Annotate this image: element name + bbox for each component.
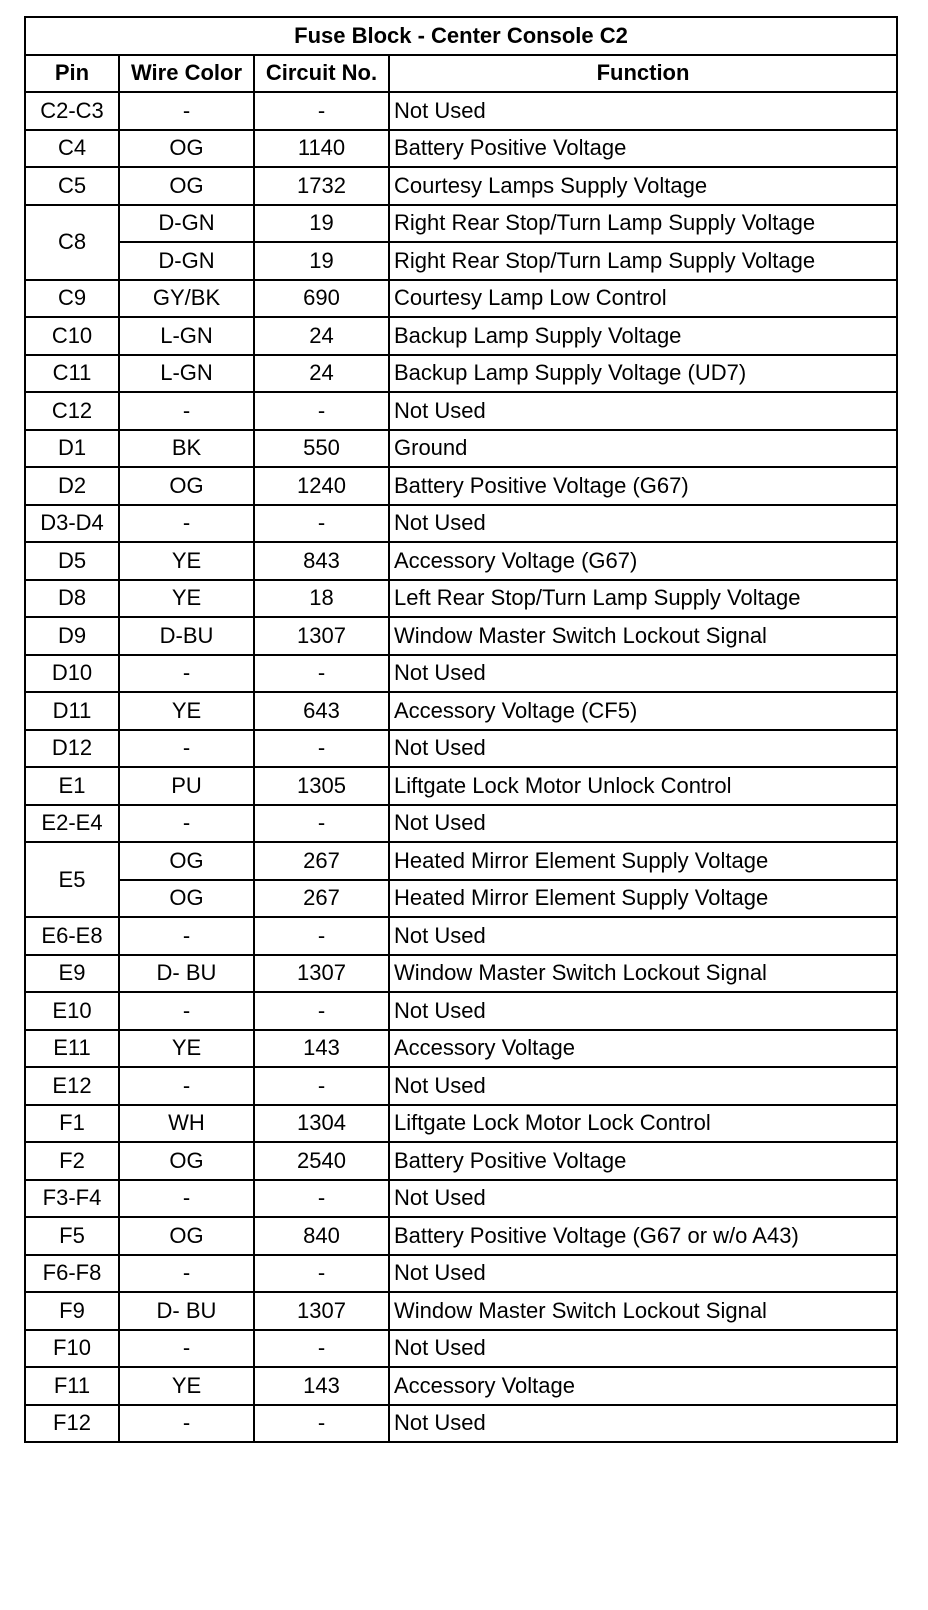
circuit-no-cell: - <box>254 805 389 843</box>
wire-color-cell: - <box>119 992 254 1030</box>
pin-cell: E10 <box>25 992 119 1030</box>
table-row <box>25 805 897 843</box>
table-row <box>25 580 897 618</box>
pin-cell: D2 <box>25 467 119 505</box>
pin-cell: D3-D4 <box>25 505 119 543</box>
circuit-no-cell: 267 <box>254 842 389 880</box>
circuit-no-cell: 840 <box>254 1217 389 1255</box>
table-row <box>25 430 897 468</box>
pin-cell: D1 <box>25 430 119 468</box>
function-cell: Heated Mirror Element Supply Voltage <box>389 880 897 918</box>
table-row <box>25 1405 897 1443</box>
circuit-no-cell: 690 <box>254 280 389 318</box>
table-row <box>25 1142 897 1180</box>
table-row <box>25 167 897 205</box>
wire-color-cell: OG <box>119 880 254 918</box>
table-row <box>25 1105 897 1143</box>
circuit-no-cell: 19 <box>254 242 389 280</box>
wire-color-cell: YE <box>119 1367 254 1405</box>
circuit-no-cell: - <box>254 392 389 430</box>
table-row <box>25 205 897 243</box>
wire-color-cell: PU <box>119 767 254 805</box>
wire-color-cell: WH <box>119 1105 254 1143</box>
wire-color-cell: L-GN <box>119 355 254 393</box>
pin-cell: E9 <box>25 955 119 993</box>
header-circuit-no: Circuit No. <box>254 55 389 93</box>
circuit-no-cell: 843 <box>254 542 389 580</box>
function-cell: Accessory Voltage (G67) <box>389 542 897 580</box>
header-pin: Pin <box>25 55 119 93</box>
wire-color-cell: - <box>119 392 254 430</box>
pin-cell: E12 <box>25 1067 119 1105</box>
table-row <box>25 730 897 768</box>
pin-cell: C11 <box>25 355 119 393</box>
circuit-no-cell: - <box>254 505 389 543</box>
wire-color-cell: BK <box>119 430 254 468</box>
circuit-no-cell: 24 <box>254 355 389 393</box>
function-cell: Liftgate Lock Motor Lock Control <box>389 1105 897 1143</box>
table-row <box>25 467 897 505</box>
table-row <box>25 1067 897 1105</box>
function-cell: Backup Lamp Supply Voltage (UD7) <box>389 355 897 393</box>
wire-color-cell: OG <box>119 130 254 168</box>
wire-color-cell: D-GN <box>119 242 254 280</box>
function-cell: Ground <box>389 430 897 468</box>
wire-color-cell: OG <box>119 467 254 505</box>
function-cell: Accessory Voltage (CF5) <box>389 692 897 730</box>
table-row <box>25 1030 897 1068</box>
circuit-no-cell: - <box>254 1255 389 1293</box>
table-row <box>25 280 897 318</box>
table-row <box>25 1330 897 1368</box>
circuit-no-cell: 1307 <box>254 1292 389 1330</box>
wire-color-cell: - <box>119 92 254 130</box>
circuit-no-cell: 1305 <box>254 767 389 805</box>
function-cell: Battery Positive Voltage <box>389 130 897 168</box>
table-row <box>25 1367 897 1405</box>
table-body <box>25 92 897 1442</box>
function-cell: Window Master Switch Lockout Signal <box>389 617 897 655</box>
circuit-no-cell: 1732 <box>254 167 389 205</box>
pin-cell: F2 <box>25 1142 119 1180</box>
circuit-no-cell: 19 <box>254 205 389 243</box>
table-row <box>25 1255 897 1293</box>
fuse-block-table <box>24 16 898 1443</box>
pin-cell: E1 <box>25 767 119 805</box>
wire-color-cell: D-GN <box>119 205 254 243</box>
table-row <box>25 1292 897 1330</box>
table-row <box>25 242 897 280</box>
circuit-no-cell: - <box>254 1067 389 1105</box>
wire-color-cell: - <box>119 805 254 843</box>
circuit-no-cell: 1304 <box>254 1105 389 1143</box>
table-row <box>25 355 897 393</box>
table-title: Fuse Block - Center Console C2 <box>25 17 897 55</box>
wire-color-cell: D- BU <box>119 1292 254 1330</box>
wire-color-cell: L-GN <box>119 317 254 355</box>
function-cell: Backup Lamp Supply Voltage <box>389 317 897 355</box>
table-row <box>25 542 897 580</box>
wire-color-cell: YE <box>119 1030 254 1068</box>
circuit-no-cell: - <box>254 917 389 955</box>
wire-color-cell: OG <box>119 1217 254 1255</box>
wire-color-cell: - <box>119 1067 254 1105</box>
function-cell: Accessory Voltage <box>389 1367 897 1405</box>
table-row <box>25 392 897 430</box>
circuit-no-cell: 1140 <box>254 130 389 168</box>
pin-cell: F1 <box>25 1105 119 1143</box>
wire-color-cell: OG <box>119 167 254 205</box>
pin-cell: F12 <box>25 1405 119 1443</box>
table-row <box>25 692 897 730</box>
function-cell: Left Rear Stop/Turn Lamp Supply Voltage <box>389 580 897 618</box>
circuit-no-cell: 143 <box>254 1367 389 1405</box>
wire-color-cell: - <box>119 1180 254 1218</box>
pin-cell: C10 <box>25 317 119 355</box>
table-row <box>25 917 897 955</box>
function-cell: Not Used <box>389 1330 897 1368</box>
circuit-no-cell: 1240 <box>254 467 389 505</box>
function-cell: Not Used <box>389 1067 897 1105</box>
circuit-no-cell: 1307 <box>254 617 389 655</box>
wire-color-cell: YE <box>119 580 254 618</box>
pin-cell: E11 <box>25 1030 119 1068</box>
pin-cell: E6-E8 <box>25 917 119 955</box>
table-title-row <box>25 17 897 55</box>
wire-color-cell: - <box>119 655 254 693</box>
wire-color-cell: - <box>119 1255 254 1293</box>
function-cell: Window Master Switch Lockout Signal <box>389 955 897 993</box>
pin-cell: D12 <box>25 730 119 768</box>
table-row <box>25 1217 897 1255</box>
wire-color-cell: - <box>119 917 254 955</box>
function-cell: Not Used <box>389 1405 897 1443</box>
function-cell: Right Rear Stop/Turn Lamp Supply Voltage <box>389 205 897 243</box>
pin-cell: E5 <box>25 842 119 917</box>
circuit-no-cell: - <box>254 992 389 1030</box>
wire-color-cell: OG <box>119 1142 254 1180</box>
pin-cell: F10 <box>25 1330 119 1368</box>
table-row <box>25 767 897 805</box>
function-cell: Not Used <box>389 917 897 955</box>
pin-cell: D8 <box>25 580 119 618</box>
function-cell: Not Used <box>389 1180 897 1218</box>
function-cell: Window Master Switch Lockout Signal <box>389 1292 897 1330</box>
pin-cell: F5 <box>25 1217 119 1255</box>
wire-color-cell: YE <box>119 692 254 730</box>
table-row <box>25 842 897 880</box>
table-row <box>25 617 897 655</box>
function-cell: Courtesy Lamps Supply Voltage <box>389 167 897 205</box>
pin-cell: D9 <box>25 617 119 655</box>
wire-color-cell: - <box>119 1405 254 1443</box>
table-row <box>25 992 897 1030</box>
function-cell: Not Used <box>389 1255 897 1293</box>
pin-cell: D10 <box>25 655 119 693</box>
pin-cell: C2-C3 <box>25 92 119 130</box>
pin-cell: F11 <box>25 1367 119 1405</box>
pin-cell: F9 <box>25 1292 119 1330</box>
pin-cell: F6-F8 <box>25 1255 119 1293</box>
table-header-row <box>25 55 897 93</box>
function-cell: Not Used <box>389 655 897 693</box>
function-cell: Liftgate Lock Motor Unlock Control <box>389 767 897 805</box>
function-cell: Courtesy Lamp Low Control <box>389 280 897 318</box>
circuit-no-cell: 143 <box>254 1030 389 1068</box>
pin-cell: F3-F4 <box>25 1180 119 1218</box>
circuit-no-cell: 550 <box>254 430 389 468</box>
wire-color-cell: D-BU <box>119 617 254 655</box>
circuit-no-cell: 24 <box>254 317 389 355</box>
circuit-no-cell: 2540 <box>254 1142 389 1180</box>
pin-cell: E2-E4 <box>25 805 119 843</box>
table-row <box>25 880 897 918</box>
wire-color-cell: - <box>119 1330 254 1368</box>
pin-cell: C9 <box>25 280 119 318</box>
function-cell: Not Used <box>389 805 897 843</box>
function-cell: Not Used <box>389 92 897 130</box>
header-wire-color: Wire Color <box>119 55 254 93</box>
function-cell: Not Used <box>389 730 897 768</box>
circuit-no-cell: 643 <box>254 692 389 730</box>
pin-cell: C8 <box>25 205 119 280</box>
table-row <box>25 955 897 993</box>
function-cell: Battery Positive Voltage <box>389 1142 897 1180</box>
circuit-no-cell: 1307 <box>254 955 389 993</box>
function-cell: Right Rear Stop/Turn Lamp Supply Voltage <box>389 242 897 280</box>
table-row <box>25 505 897 543</box>
pin-cell: C4 <box>25 130 119 168</box>
pin-cell: C5 <box>25 167 119 205</box>
wire-color-cell: YE <box>119 542 254 580</box>
circuit-no-cell: 267 <box>254 880 389 918</box>
wire-color-cell: - <box>119 730 254 768</box>
function-cell: Accessory Voltage <box>389 1030 897 1068</box>
wire-color-cell: OG <box>119 842 254 880</box>
wire-color-cell: GY/BK <box>119 280 254 318</box>
function-cell: Not Used <box>389 505 897 543</box>
table-row <box>25 1180 897 1218</box>
pin-cell: C12 <box>25 392 119 430</box>
function-cell: Not Used <box>389 992 897 1030</box>
wire-color-cell: D- BU <box>119 955 254 993</box>
function-cell: Battery Positive Voltage (G67) <box>389 467 897 505</box>
wire-color-cell: - <box>119 505 254 543</box>
table-row <box>25 317 897 355</box>
table-row <box>25 130 897 168</box>
header-function: Function <box>389 55 897 93</box>
circuit-no-cell: - <box>254 655 389 693</box>
circuit-no-cell: - <box>254 730 389 768</box>
function-cell: Not Used <box>389 392 897 430</box>
table-row <box>25 92 897 130</box>
table-row <box>25 655 897 693</box>
pin-cell: D5 <box>25 542 119 580</box>
function-cell: Heated Mirror Element Supply Voltage <box>389 842 897 880</box>
pin-cell: D11 <box>25 692 119 730</box>
circuit-no-cell: - <box>254 1330 389 1368</box>
circuit-no-cell: - <box>254 92 389 130</box>
circuit-no-cell: - <box>254 1180 389 1218</box>
circuit-no-cell: - <box>254 1405 389 1443</box>
function-cell: Battery Positive Voltage (G67 or w/o A43) <box>389 1217 897 1255</box>
circuit-no-cell: 18 <box>254 580 389 618</box>
